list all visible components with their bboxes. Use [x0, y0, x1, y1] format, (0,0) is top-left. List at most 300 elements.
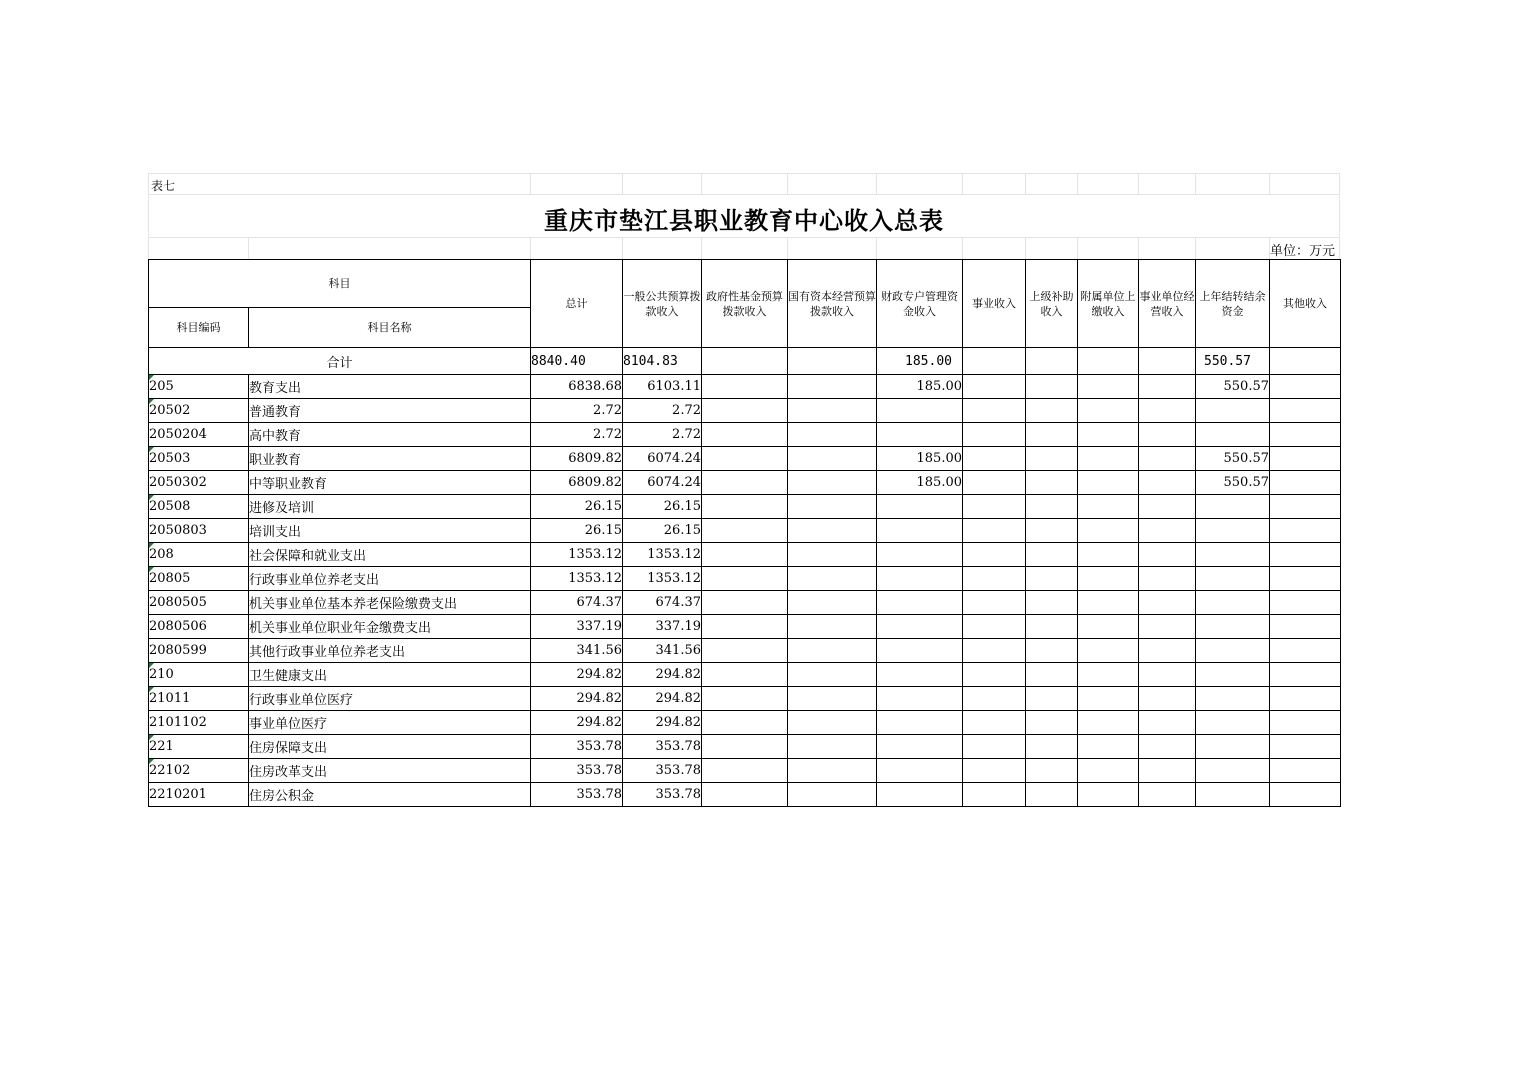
total-state-capital	[788, 348, 877, 375]
cell-note-marker	[149, 399, 154, 404]
row-total	[531, 663, 623, 687]
row-business-income	[963, 687, 1026, 711]
row-name-text: 机关事业单位职业年金缴费支出	[249, 621, 432, 636]
total-superior-subsidy	[1026, 348, 1078, 375]
row-business-income	[963, 759, 1026, 783]
row-superior-subsidy	[1026, 615, 1078, 639]
row-operating-income	[1139, 495, 1196, 519]
cell-note-marker	[149, 543, 154, 548]
row-general-budget	[623, 591, 702, 615]
row-superior-subsidy	[1026, 423, 1078, 447]
row-name-text: 中等职业教育	[249, 477, 328, 492]
row-gov-fund	[702, 783, 788, 807]
row-carryover	[1196, 663, 1270, 687]
row-operating-income	[1139, 687, 1196, 711]
row-code	[149, 495, 249, 519]
total-general-budget: 8104.83	[623, 348, 702, 375]
row-gov-fund	[702, 639, 788, 663]
row-code	[149, 735, 249, 759]
row-total	[531, 471, 623, 495]
cell-note-marker	[149, 687, 154, 692]
row-name-text: 教育支出	[249, 381, 302, 396]
row-gov-fund	[702, 591, 788, 615]
row-general-budget-text: 1353.12	[647, 547, 701, 562]
row-code	[149, 567, 249, 591]
unit-label: 单位：万元	[1270, 244, 1336, 259]
table-row	[149, 567, 1341, 591]
row-general-budget	[623, 471, 702, 495]
row-fiscal-special	[877, 687, 963, 711]
row-code	[149, 663, 249, 687]
row-general-budget-text: 6103.11	[647, 379, 701, 394]
row-affiliated-income	[1078, 591, 1139, 615]
header-subject-code: 科目编码	[149, 308, 249, 348]
row-state-capital	[788, 543, 877, 567]
row-carryover	[1196, 543, 1270, 567]
row-operating-income	[1139, 375, 1196, 399]
table-row	[149, 783, 1341, 807]
row-general-budget	[623, 687, 702, 711]
row-code-text: 22102	[149, 763, 191, 778]
row-code	[149, 759, 249, 783]
row-other-income	[1270, 543, 1341, 567]
row-superior-subsidy	[1026, 591, 1078, 615]
row-general-budget	[623, 543, 702, 567]
row-general-budget	[623, 783, 702, 807]
row-other-income	[1270, 399, 1341, 423]
row-code-text: 20503	[149, 451, 191, 466]
row-superior-subsidy	[1026, 735, 1078, 759]
row-operating-income	[1139, 639, 1196, 663]
row-state-capital	[788, 567, 877, 591]
row-gov-fund	[702, 543, 788, 567]
row-code	[149, 615, 249, 639]
row-code-text: 2080599	[149, 643, 207, 658]
row-general-budget	[623, 519, 702, 543]
row-code-text: 20508	[149, 499, 191, 514]
row-carryover	[1196, 447, 1270, 471]
row-name	[249, 735, 531, 759]
row-code-text: 221	[149, 739, 174, 754]
row-affiliated-income	[1078, 423, 1139, 447]
row-other-income	[1270, 519, 1341, 543]
row-other-income	[1270, 759, 1341, 783]
row-general-budget-text: 294.82	[655, 691, 701, 706]
row-code-text: 20502	[149, 403, 191, 418]
row-total-text: 674.37	[576, 595, 622, 610]
row-name-text: 高中教育	[249, 429, 302, 444]
row-name	[249, 375, 531, 399]
row-carryover	[1196, 423, 1270, 447]
row-gov-fund	[702, 735, 788, 759]
row-superior-subsidy	[1026, 399, 1078, 423]
row-name-text: 卫生健康支出	[249, 669, 328, 684]
row-state-capital	[788, 591, 877, 615]
table-row	[149, 663, 1341, 687]
row-total	[531, 543, 623, 567]
row-code	[149, 543, 249, 567]
row-other-income	[1270, 711, 1341, 735]
row-code	[149, 687, 249, 711]
header-superior-subsidy: 上级补助收入	[1026, 260, 1078, 348]
row-gov-fund	[702, 711, 788, 735]
row-general-budget-text: 26.15	[663, 523, 701, 538]
row-total	[531, 447, 623, 471]
row-general-budget-text: 2.72	[672, 403, 701, 418]
row-business-income	[963, 639, 1026, 663]
row-operating-income	[1139, 735, 1196, 759]
row-state-capital	[788, 783, 877, 807]
row-total-text: 294.82	[576, 715, 622, 730]
row-total	[531, 375, 623, 399]
row-total-text: 353.78	[576, 787, 622, 802]
row-carryover	[1196, 735, 1270, 759]
row-other-income	[1270, 639, 1341, 663]
row-name	[249, 639, 531, 663]
row-state-capital	[788, 615, 877, 639]
total-row	[149, 348, 1341, 375]
row-affiliated-income	[1078, 567, 1139, 591]
row-total	[531, 519, 623, 543]
table-row	[149, 495, 1341, 519]
row-total-text: 337.19	[576, 619, 622, 634]
row-code-text: 2050803	[149, 523, 207, 538]
row-carryover	[1196, 567, 1270, 591]
header-business-income: 事业收入	[963, 260, 1026, 348]
row-business-income	[963, 615, 1026, 639]
row-fiscal-special	[877, 543, 963, 567]
row-carryover	[1196, 615, 1270, 639]
row-carryover-text: 550.57	[1223, 451, 1269, 466]
row-general-budget-text: 1353.12	[647, 571, 701, 586]
row-name-text: 住房改革支出	[249, 765, 328, 780]
row-total-text: 341.56	[576, 643, 622, 658]
row-total-text: 26.15	[584, 523, 622, 538]
row-operating-income	[1139, 423, 1196, 447]
row-general-budget	[623, 399, 702, 423]
row-carryover-text: 550.57	[1223, 475, 1269, 490]
row-affiliated-income	[1078, 759, 1139, 783]
row-name	[249, 687, 531, 711]
row-name	[249, 519, 531, 543]
row-fiscal-special	[877, 495, 963, 519]
row-business-income	[963, 543, 1026, 567]
row-state-capital	[788, 663, 877, 687]
row-operating-income	[1139, 711, 1196, 735]
header-total: 总计	[531, 260, 623, 348]
row-superior-subsidy	[1026, 495, 1078, 519]
row-operating-income	[1139, 447, 1196, 471]
table-row	[149, 639, 1341, 663]
row-name-text: 进修及培训	[249, 501, 315, 516]
header-other-income: 其他收入	[1270, 260, 1341, 348]
row-affiliated-income	[1078, 711, 1139, 735]
page-title: 重庆市垫江县职业教育中心收入总表	[544, 206, 944, 235]
row-affiliated-income	[1078, 615, 1139, 639]
table-row	[149, 447, 1341, 471]
row-name	[249, 423, 531, 447]
row-code	[149, 519, 249, 543]
row-carryover	[1196, 375, 1270, 399]
cell-note-marker	[149, 663, 154, 668]
table-row	[149, 711, 1341, 735]
row-fiscal-special-text: 185.00	[916, 475, 962, 490]
row-state-capital	[788, 519, 877, 543]
row-gov-fund	[702, 687, 788, 711]
row-total-text: 1353.12	[568, 571, 622, 586]
row-general-budget	[623, 759, 702, 783]
row-total-text: 2.72	[593, 427, 622, 442]
row-superior-subsidy	[1026, 519, 1078, 543]
row-code-text: 21011	[149, 691, 191, 706]
row-gov-fund	[702, 447, 788, 471]
row-code	[149, 639, 249, 663]
row-business-income	[963, 519, 1026, 543]
row-fiscal-special	[877, 639, 963, 663]
header-subject-name: 科目名称	[249, 308, 531, 348]
row-state-capital	[788, 735, 877, 759]
row-gov-fund	[702, 567, 788, 591]
row-other-income	[1270, 447, 1341, 471]
row-state-capital	[788, 423, 877, 447]
total-other-income	[1270, 348, 1341, 375]
row-general-budget-text: 6074.24	[647, 451, 701, 466]
row-name-text: 行政事业单位养老支出	[249, 573, 380, 588]
row-name-text: 普通教育	[249, 405, 302, 420]
total-affiliated-income	[1078, 348, 1139, 375]
row-code-text: 208	[149, 547, 174, 562]
row-fiscal-special-text: 185.00	[916, 379, 962, 394]
row-affiliated-income	[1078, 687, 1139, 711]
cell-note-marker	[149, 375, 154, 380]
row-total	[531, 591, 623, 615]
row-gov-fund	[702, 663, 788, 687]
row-other-income	[1270, 471, 1341, 495]
row-superior-subsidy	[1026, 567, 1078, 591]
row-business-income	[963, 423, 1026, 447]
row-code-text: 2101102	[149, 715, 207, 730]
row-name	[249, 591, 531, 615]
row-state-capital	[788, 447, 877, 471]
row-total-text: 2.72	[593, 403, 622, 418]
header-operating-income: 事业单位经营收入	[1139, 260, 1196, 348]
total-carryover: 550.57	[1196, 348, 1270, 375]
total-gov-fund	[702, 348, 788, 375]
row-superior-subsidy	[1026, 783, 1078, 807]
table-row	[149, 543, 1341, 567]
row-superior-subsidy	[1026, 663, 1078, 687]
row-general-budget	[623, 615, 702, 639]
row-name-text: 培训支出	[249, 525, 302, 540]
row-affiliated-income	[1078, 639, 1139, 663]
row-general-budget	[623, 735, 702, 759]
row-general-budget-text: 2.72	[672, 427, 701, 442]
table-row	[149, 735, 1341, 759]
row-gov-fund	[702, 519, 788, 543]
row-carryover	[1196, 639, 1270, 663]
row-code	[149, 783, 249, 807]
row-total-text: 353.78	[576, 763, 622, 778]
row-operating-income	[1139, 471, 1196, 495]
cell-note-marker	[149, 567, 154, 572]
row-state-capital	[788, 399, 877, 423]
row-operating-income	[1139, 615, 1196, 639]
row-business-income	[963, 447, 1026, 471]
row-name	[249, 783, 531, 807]
row-superior-subsidy	[1026, 471, 1078, 495]
row-gov-fund	[702, 471, 788, 495]
row-business-income	[963, 663, 1026, 687]
row-superior-subsidy	[1026, 447, 1078, 471]
row-total	[531, 639, 623, 663]
row-carryover	[1196, 399, 1270, 423]
income-table	[148, 259, 1341, 807]
row-total	[531, 615, 623, 639]
row-affiliated-income	[1078, 495, 1139, 519]
row-total-text: 6838.68	[568, 379, 622, 394]
table-label: 表七	[151, 179, 176, 193]
row-other-income	[1270, 735, 1341, 759]
row-total	[531, 711, 623, 735]
row-code	[149, 375, 249, 399]
row-affiliated-income	[1078, 471, 1139, 495]
row-name	[249, 711, 531, 735]
row-affiliated-income	[1078, 735, 1139, 759]
row-superior-subsidy	[1026, 375, 1078, 399]
row-affiliated-income	[1078, 543, 1139, 567]
row-business-income	[963, 735, 1026, 759]
header-fiscal-special: 财政专户管理资金收入	[877, 260, 963, 348]
row-operating-income	[1139, 519, 1196, 543]
header-affiliated-income: 附属单位上缴收入	[1078, 260, 1139, 348]
table-row	[149, 519, 1341, 543]
row-operating-income	[1139, 567, 1196, 591]
row-fiscal-special	[877, 447, 963, 471]
row-fiscal-special	[877, 423, 963, 447]
row-total	[531, 495, 623, 519]
row-state-capital	[788, 759, 877, 783]
row-superior-subsidy	[1026, 711, 1078, 735]
row-fiscal-special	[877, 783, 963, 807]
row-operating-income	[1139, 663, 1196, 687]
row-carryover	[1196, 687, 1270, 711]
row-name	[249, 567, 531, 591]
row-general-budget-text: 674.37	[655, 595, 701, 610]
cell-note-marker	[149, 759, 154, 764]
table-row	[149, 615, 1341, 639]
cell-note-marker	[149, 447, 154, 452]
row-state-capital	[788, 639, 877, 663]
row-general-budget	[623, 711, 702, 735]
row-other-income	[1270, 567, 1341, 591]
row-gov-fund	[702, 615, 788, 639]
row-affiliated-income	[1078, 663, 1139, 687]
row-business-income	[963, 375, 1026, 399]
row-carryover	[1196, 519, 1270, 543]
row-operating-income	[1139, 399, 1196, 423]
row-carryover	[1196, 783, 1270, 807]
row-fiscal-special	[877, 663, 963, 687]
row-superior-subsidy	[1026, 543, 1078, 567]
row-other-income	[1270, 615, 1341, 639]
report-sheet	[148, 173, 1340, 807]
row-business-income	[963, 567, 1026, 591]
row-code	[149, 711, 249, 735]
row-fiscal-special-text: 185.00	[916, 451, 962, 466]
row-name-text: 社会保障和就业支出	[249, 549, 367, 564]
row-general-budget-text: 294.82	[655, 715, 701, 730]
row-other-income	[1270, 783, 1341, 807]
row-code-text: 210	[149, 667, 174, 682]
row-carryover	[1196, 495, 1270, 519]
row-affiliated-income	[1078, 519, 1139, 543]
row-carryover-text: 550.57	[1223, 379, 1269, 394]
row-state-capital	[788, 495, 877, 519]
row-code-text: 2050204	[149, 427, 207, 442]
row-general-budget-text: 341.56	[655, 643, 701, 658]
row-other-income	[1270, 375, 1341, 399]
row-code-text: 20805	[149, 571, 191, 586]
row-other-income	[1270, 591, 1341, 615]
row-fiscal-special	[877, 567, 963, 591]
row-other-income	[1270, 495, 1341, 519]
row-total-text: 26.15	[584, 499, 622, 514]
row-state-capital	[788, 711, 877, 735]
row-carryover	[1196, 591, 1270, 615]
row-name	[249, 447, 531, 471]
row-general-budget	[623, 639, 702, 663]
row-total	[531, 783, 623, 807]
row-total	[531, 735, 623, 759]
table-row	[149, 759, 1341, 783]
row-total-text: 1353.12	[568, 547, 622, 562]
row-total-text: 6809.82	[568, 451, 622, 466]
row-name	[249, 615, 531, 639]
total-label: 合计	[149, 348, 531, 375]
table-row	[149, 591, 1341, 615]
row-total	[531, 399, 623, 423]
row-gov-fund	[702, 759, 788, 783]
row-gov-fund	[702, 399, 788, 423]
row-general-budget	[623, 423, 702, 447]
row-fiscal-special	[877, 615, 963, 639]
row-name-text: 行政事业单位医疗	[249, 693, 354, 708]
row-operating-income	[1139, 591, 1196, 615]
row-name	[249, 399, 531, 423]
row-business-income	[963, 783, 1026, 807]
row-business-income	[963, 399, 1026, 423]
row-operating-income	[1139, 543, 1196, 567]
row-general-budget-text: 353.78	[655, 787, 701, 802]
total-fiscal-special: 185.00	[877, 348, 963, 375]
row-code	[149, 399, 249, 423]
row-name	[249, 471, 531, 495]
header-general-budget: 一般公共预算拨款收入	[623, 260, 702, 348]
row-general-budget-text: 294.82	[655, 667, 701, 682]
row-name	[249, 495, 531, 519]
row-name	[249, 543, 531, 567]
row-name-text: 住房公积金	[249, 789, 315, 804]
row-name-text: 其他行政事业单位养老支出	[249, 645, 406, 660]
row-fiscal-special	[877, 759, 963, 783]
total-total: 8840.40	[531, 348, 623, 375]
row-business-income	[963, 711, 1026, 735]
row-code	[149, 423, 249, 447]
row-gov-fund	[702, 495, 788, 519]
row-total-text: 6809.82	[568, 475, 622, 490]
row-general-budget	[623, 447, 702, 471]
row-other-income	[1270, 687, 1341, 711]
